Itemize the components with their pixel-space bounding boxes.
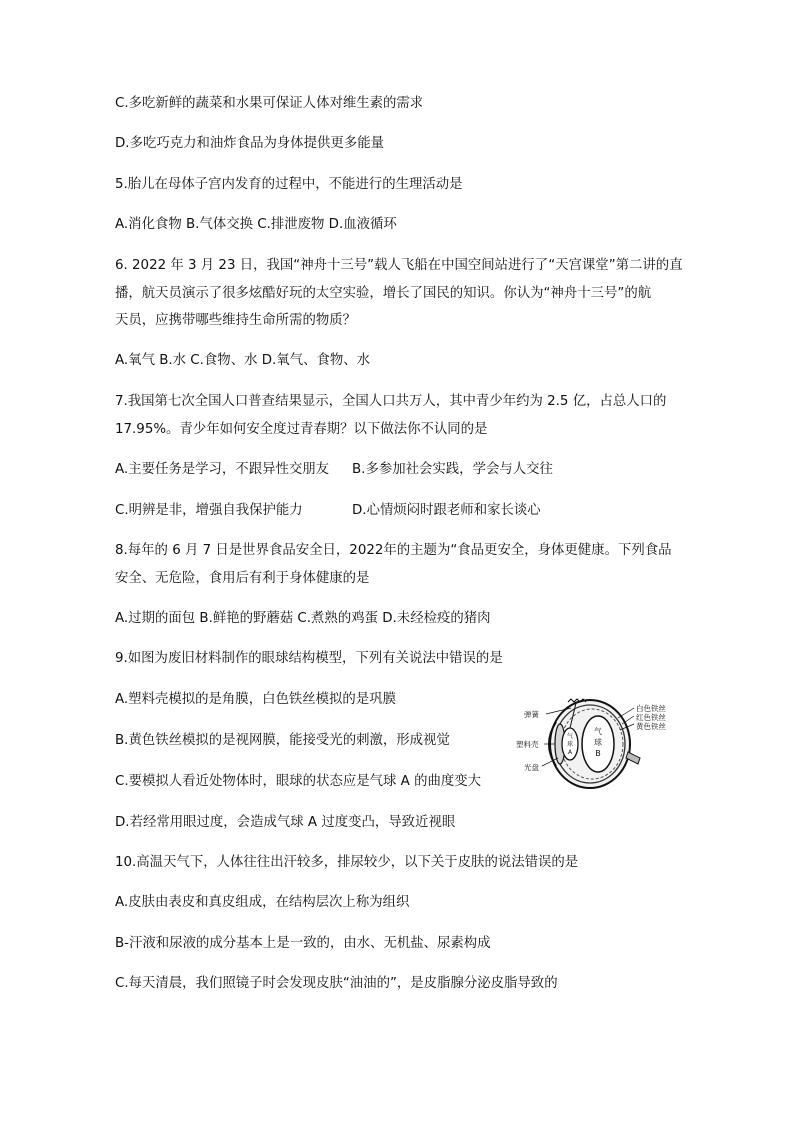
eyeball-model-diagram [516, 694, 692, 798]
option-c-vitamins: C.多吃新鲜的蔬菜和水果可保证人体对维生素的需求 [115, 96, 424, 111]
question-9-option-d: D.若经常用眼过度，会造成气球 A 过度变凸，导致近视眼 [115, 815, 456, 830]
eyeball-model-figure [516, 694, 692, 798]
question-8-line-1: 8.每年的 6 月 7 日是世界食品安全日，2022年的主题为“食品更安全，身体更健康。下列食品 [115, 543, 672, 558]
question-7-line-2: 17.95%。青少年如何安全度过青春期？以下做法你不认同的是 [115, 422, 488, 437]
question-10-option-b: B-汗液和尿液的成分基本上是一致的，由水、无机盐、尿素构成 [115, 936, 491, 951]
question-6-line-3: 天员，应携带哪些维持生命所需的物质？ [115, 313, 357, 328]
question-5-options: A.消化食物 B.气体交换 C.排泄废物 D.血液循环 [115, 217, 397, 232]
red-wire-label: 红色铁丝 [636, 713, 666, 722]
shell-label: 塑料壳 [516, 740, 539, 749]
question-6-options: A.氧气 B.水 C.食物、水 D.氧气、食物、水 [115, 353, 371, 368]
question-7-line-1: 7.我国第七次全国人口普查结果显示，全国人口共万人，其中青少年约为 2.5 亿，占总人口的 [115, 394, 667, 409]
question-10-option-c: C.每天清晨，我们照镜子时会发现皮肤“油油的”，是皮脂腺分泌皮脂导致的 [115, 976, 558, 991]
question-8-options: A.过期的面包 B.鲜艳的野蘑菇 C.煮熟的鸡蛋 D.未经检疫的猪肉 [115, 611, 491, 626]
balloon-b-char-3: B [595, 749, 601, 758]
light-disk-label: 光盘 [524, 763, 539, 772]
question-7-option-c: C.明辨是非，增强自我保护能力 [115, 503, 303, 518]
question-6-line-1: 6. 2022 年 3 月 23 日，我国“神舟十三号”载人飞船在中国空间站进行了“天宫课堂”第二讲的直 [115, 258, 683, 273]
question-10: 10.高温天气下，人体往往出汗较多，排尿较少，以下关于皮肤的说法错误的是 [115, 855, 579, 870]
option-d-energy: D.多吃巧克力和油炸食品为身体提供更多能量 [115, 136, 384, 151]
question-6-line-2: 播，航天员演示了很多炫酷好玩的太空实验，增长了国民的知识。你认为“神舟十三号”的航 [115, 286, 652, 301]
balloon-a-char-1: 气 [566, 733, 574, 740]
balloon-a-char-3: A [567, 749, 573, 756]
question-9-option-a: A.塑料壳模拟的是角膜，白色铁丝模拟的是巩膜 [115, 692, 396, 707]
question-7-option-a: A.主要任务是学习，不跟异性交朋友 [115, 462, 330, 477]
balloon-b-char-1: 气 [594, 727, 602, 736]
question-10-option-a: A.皮肤由表皮和真皮组成，在结构层次上称为组织 [115, 895, 410, 910]
question-9-option-b: B.黄色铁丝模拟的是视网膜，能接受光的刺激，形成视觉 [115, 733, 450, 748]
optic-nerve [626, 752, 640, 764]
white-wire-leader-line [618, 708, 634, 718]
question-9: 9.如图为废旧材料制作的眼球结构模型，下列有关说法中错误的是 [115, 651, 503, 666]
balloon-a-char-2: 球 [566, 741, 574, 748]
question-7-option-d: D.心情烦闷时跟老师和家长谈心 [352, 503, 541, 518]
question-7-option-b: B.多参加社会实践，学会与人交往 [352, 462, 553, 477]
question-5: 5.胎儿在母体子宫内发育的过程中，不能进行的生理活动是 [115, 177, 463, 192]
spring-label: 弹簧 [524, 710, 539, 719]
question-9-option-c: C.要模拟人看近处物体时，眼球的状态应是气球 A 的曲度变大 [115, 774, 482, 789]
balloon-b-char-2: 球 [594, 738, 602, 747]
white-wire-label: 白色铁丝 [636, 704, 666, 713]
question-8-line-2: 安全、无危险，食用后有利于身体健康的是 [115, 571, 370, 586]
yellow-wire-label: 黄色铁丝 [636, 722, 666, 731]
